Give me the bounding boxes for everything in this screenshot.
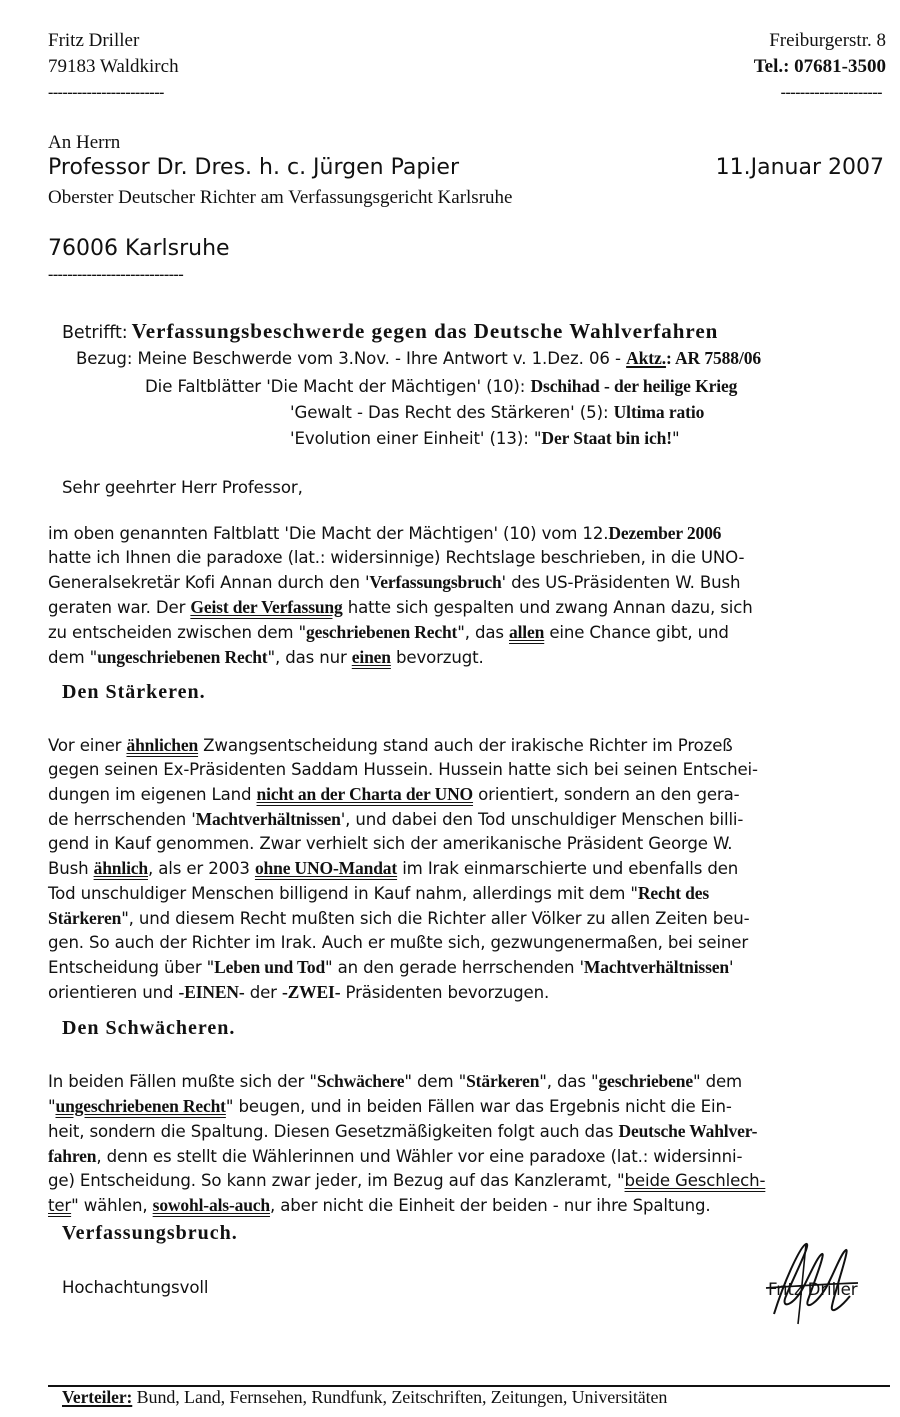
aktz-value: : AR 7588/06 [665, 348, 762, 368]
recipient-rule: ---------------------------- [48, 266, 184, 283]
text-run: Leben und Tod [214, 957, 326, 977]
letter-date: 11.Januar 2007 [715, 155, 884, 180]
text-run: hatte sich gespalten und zwang Annan dazu, sich [342, 598, 753, 617]
text-run: geraten war. Der [48, 598, 191, 617]
text-run: einen [351, 647, 391, 667]
text-run: Machtverhältnissen [583, 957, 729, 977]
text-run: eine Chance gibt, und [544, 623, 729, 642]
text-run: -ZWEI- [281, 982, 341, 1002]
text-run: Schwächere [316, 1071, 405, 1091]
text-run: ähnlichen [126, 735, 199, 755]
text-run: " wählen, [71, 1196, 153, 1215]
text-run: Generalsekretär Kofi Annan durch den ' [48, 573, 370, 592]
text-run: Dezember 2006 [608, 523, 722, 543]
text-run: zu entscheiden zwischen dem " [48, 623, 307, 642]
text-run: Recht des [637, 883, 709, 903]
text-run: Präsidenten bevorzugen. [340, 983, 550, 1002]
text-run: ' [728, 958, 734, 977]
sender-phone: Tel.: 07681-3500 [753, 56, 886, 77]
text-run: sowohl-als-auch [152, 1195, 271, 1215]
reference-label: Bezug: [76, 349, 133, 368]
text-run: heit, sondern die Spaltung. Diesen Gesetzmäßigkeiten folgt auch das [48, 1122, 619, 1141]
text-run: -EINEN- [178, 982, 245, 1002]
subject-label: Betrifft: [62, 323, 128, 343]
text-run: ', und dabei den Tod unschuldiger Menschen billi- [340, 810, 744, 829]
recipient-name: Professor Dr. Dres. h. c. Jürgen Papier [48, 155, 459, 180]
text-run: fahren [48, 1146, 97, 1166]
distribution-text: Bund, Land, Fernsehen, Rundfunk, Zeitschriften, Zeitungen, Universitäten [132, 1387, 668, 1407]
text-run: ' des US-Präsidenten W. Bush [501, 573, 741, 592]
text-run: Vor einer [48, 736, 127, 755]
text-run: ähnlich [93, 858, 148, 878]
text-run: beide Geschlech- [624, 1171, 766, 1190]
text-run: bevorzugt. [390, 648, 484, 667]
paragraph-3-closing: Verfassungsbruch. [62, 1222, 238, 1244]
text-run: Stärkeren [466, 1071, 540, 1091]
recipient-title: Oberster Deutscher Richter am Verfassungsgericht Karlsruhe [48, 187, 513, 208]
text-run: hatte ich Ihnen die paradoxe (lat.: widersinnige) Rechtslage beschrieben, in die UNO- [48, 548, 745, 567]
text-run: " an den gerade herrschenden ' [325, 958, 584, 977]
text-run: ge) Entscheidung. So kann zwar jeder, im Bezug auf das Kanzleramt, " [48, 1171, 625, 1190]
paragraph-3 [48, 1069, 890, 1218]
text-run: ungeschriebenen Recht [97, 647, 268, 667]
distribution-line [62, 1387, 667, 1408]
text-run: ter [48, 1196, 72, 1215]
reference-line-4 [290, 428, 680, 449]
text-run: ", das [457, 623, 509, 642]
text-run: im oben genannten Faltblatt 'Die Macht der Mächtigen' (10) vom 12. [48, 524, 609, 543]
text-run: Verfassungsbruch [369, 572, 502, 592]
text-run: " dem [692, 1072, 743, 1091]
text-run: ohne UNO-Mandat [254, 858, 398, 878]
text-run: Stärkeren [48, 908, 122, 928]
paragraph-2 [48, 733, 890, 1005]
reference-line [76, 348, 761, 369]
sender-street: Freiburgerstr. 8 [769, 30, 886, 51]
text-run: gend in Kauf genommen. Zwar verhielt sich der amerikanische Präsident George W. [48, 834, 733, 853]
text-run: nicht an der Charta der UNO [256, 784, 474, 804]
reference-line-3 [290, 402, 704, 423]
distribution-label: Verteiler: [62, 1387, 133, 1407]
recipient-salutation: An Herrn [48, 132, 121, 153]
text-run: geschriebenen Recht [306, 622, 458, 642]
paragraph-1 [48, 521, 890, 670]
reference-text: Meine Beschwerde vom 3.Nov. - Ihre Antwort v. 1.Dez. 06 - [137, 349, 621, 368]
text-run: allen [509, 622, 545, 642]
quote-mark: " [672, 429, 680, 448]
leaflet-1-topic: Dschihad - der heilige Krieg [530, 376, 738, 396]
sender-rule: ------------------------ [48, 84, 164, 101]
subject-text: Verfassungsbeschwerde gegen das Deutsche Wahlverfahren [131, 319, 719, 343]
greeting: Sehr geehrter Herr Professor, [62, 478, 303, 497]
text-run: dungen im eigenen Land [48, 785, 257, 804]
text-run: " beugen, und in beiden Fällen war das Ergebnis nicht die Ein- [225, 1097, 732, 1116]
text-run: " dem " [404, 1072, 467, 1091]
text-run: dem " [48, 648, 98, 667]
text-run: de herrschenden ' [48, 810, 196, 829]
text-run: Zwangsentscheidung stand auch der irakische Richter im Prozeß [198, 736, 733, 755]
leaflet-2-title: 'Gewalt - Das Recht des Stärkeren' (5): [290, 403, 609, 422]
subject-line [62, 319, 718, 344]
text-run: , als er 2003 [147, 859, 255, 878]
text-run: Machtverhältnissen [195, 809, 341, 829]
signature [746, 1236, 896, 1326]
text-run: der [244, 983, 282, 1002]
sender-city: 79183 Waldkirch [48, 56, 179, 77]
text-run: orientiert, sondern an den gera- [473, 785, 740, 804]
text-run: Deutsche Wahlver- [618, 1121, 758, 1141]
leaflet-3-topic: Der Staat bin ich! [541, 428, 672, 448]
text-run: ungeschriebenen Recht [55, 1096, 226, 1116]
text-run: orientieren und [48, 983, 179, 1002]
text-run: , denn es stellt die Wählerinnen und Wähler vor eine paradoxe (lat.: widersinni- [96, 1147, 743, 1166]
leaflet-2-topic: Ultima ratio [613, 402, 705, 422]
text-run: , aber nicht die Einheit der beiden - nur ihre Spaltung. [270, 1196, 711, 1215]
text-run: gegen seinen Ex-Präsidenten Saddam Hussein. Hussein hatte sich bei seinen Entschei- [48, 760, 758, 779]
text-run: im Irak einmarschierte und ebenfalls den [397, 859, 739, 878]
text-run: geschriebene [598, 1071, 693, 1091]
text-run: Tod unschuldiger Menschen billigend in Kauf nahm, allerdings mit dem " [48, 884, 638, 903]
leaflet-3-title: 'Evolution einer Einheit' (13): " [290, 429, 542, 448]
recipient-city: 76006 Karlsruhe [48, 236, 230, 261]
paragraph-1-closing: Den Stärkeren. [62, 681, 206, 703]
aktz-label: Aktz. [626, 348, 666, 368]
text-run: Bush [48, 859, 94, 878]
leaflet-1-title: Die Faltblätter 'Die Macht der Mächtigen' (10): [145, 377, 526, 396]
reference-line-2 [145, 376, 737, 397]
text-run: In beiden Fällen mußte sich der " [48, 1072, 317, 1091]
sender-rule-right: --------------------- [780, 84, 882, 101]
signature-name: Fritz Driller [768, 1280, 858, 1299]
text-run: ", und diesem Recht mußten sich die Richter aller Völker zu allen Zeiten beu- [121, 909, 750, 928]
signoff: Hochachtungsvoll [62, 1278, 209, 1297]
text-run: ", das nur [267, 648, 352, 667]
sender-name: Fritz Driller [48, 30, 140, 51]
paragraph-2-closing: Den Schwächeren. [62, 1017, 236, 1039]
text-run: " [48, 1097, 56, 1116]
text-run: ", das " [539, 1072, 599, 1091]
text-run: Geist der Verfassung [190, 597, 343, 617]
text-run: Entscheidung über " [48, 958, 215, 977]
text-run: gen. So auch der Richter im Irak. Auch er mußte sich, gezwungenermaßen, bei seiner [48, 933, 749, 952]
